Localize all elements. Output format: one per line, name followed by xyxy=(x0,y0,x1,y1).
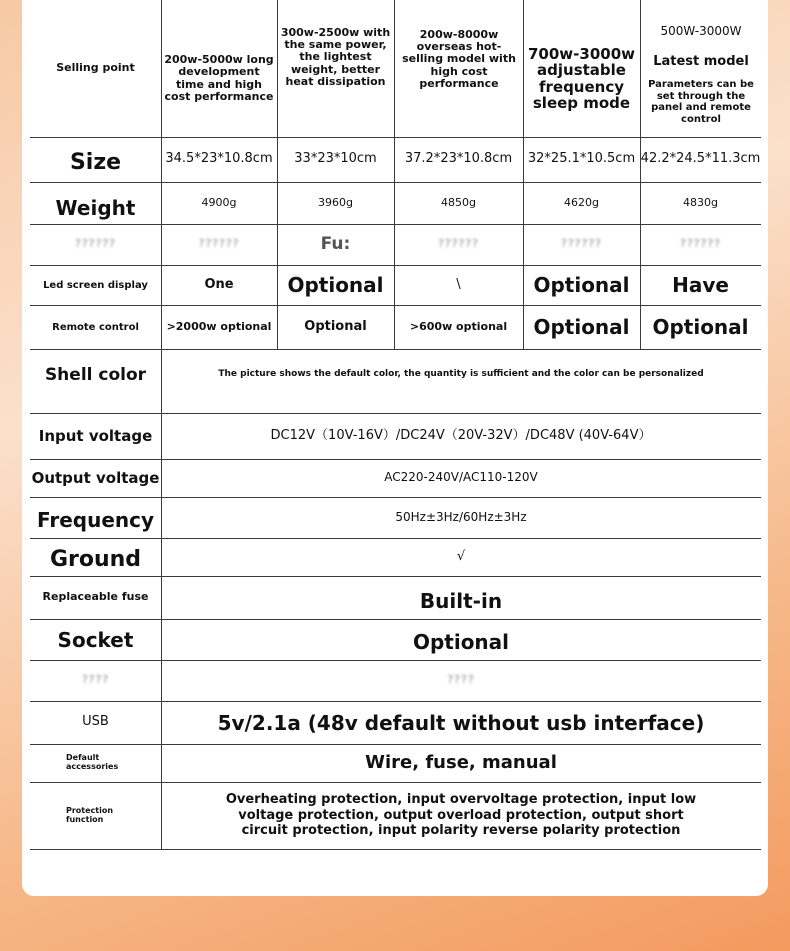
header-col-3: 200w-8000w overseas hot-selling model with high cost performance xyxy=(402,28,516,90)
header-label: Selling point xyxy=(56,61,135,75)
remote-value: >600w optional xyxy=(409,319,508,333)
frequency-value: 50Hz±3Hz/60Hz±3Hz xyxy=(395,509,527,524)
remote-label: Remote control xyxy=(52,321,139,333)
size-value: 42.2*24.5*11.3cm xyxy=(640,151,761,167)
header-col-5 xyxy=(642,0,760,137)
fuse-value: Built-in xyxy=(419,588,503,613)
accessories-label: Default accessories xyxy=(66,753,119,771)
size-value: 37.2*23*10.8cm xyxy=(404,151,513,167)
fuse-label: Replaceable fuse xyxy=(42,590,149,604)
led-value: Have xyxy=(672,273,729,297)
blurred-value: Fu: xyxy=(320,234,351,255)
usb-value: 5v/2.1a (48v default without usb interface) xyxy=(217,710,705,735)
blurred-label: ?????? xyxy=(74,237,117,251)
header-col-4: 700w-3000w adjustable frequency sleep mode xyxy=(528,44,635,112)
header-col-2: 300w-2500w with the same power, the lightest weight, better heat dissipation xyxy=(280,26,391,88)
header-col-5-note: Parameters can be set through the panel and remote control xyxy=(648,79,754,125)
led-value: Optional xyxy=(533,273,630,297)
header-col-1: 200w-5000w long development time and high cost performance xyxy=(164,53,274,103)
row-divider xyxy=(30,849,761,850)
weight-label: Weight xyxy=(55,196,136,220)
ground-label: Ground xyxy=(49,546,142,572)
size-value: 32*25.1*10.5cm xyxy=(527,151,636,167)
accessories-value: Wire, fuse, manual xyxy=(365,752,557,774)
led-value: One xyxy=(204,276,234,292)
blurred2-label: ???? xyxy=(81,673,110,687)
remote-value: >2000w optional xyxy=(166,319,272,333)
input-value: DC12V（10V-16V）/DC24V（20V-32V）/DC48V (40V-64V） xyxy=(270,427,652,443)
header-col-5-title: Latest model xyxy=(653,54,749,69)
ground-value: √ xyxy=(456,548,466,564)
socket-label: Socket xyxy=(57,627,134,652)
header-col-5-range: 500W-3000W xyxy=(660,24,742,38)
size-value: 34.5*23*10.8cm xyxy=(165,151,273,167)
blurred2-value: ???? xyxy=(447,673,475,687)
remote-value: Optional xyxy=(652,315,749,339)
weight-value: 4900g xyxy=(201,195,237,209)
blurred-value: ?????? xyxy=(437,237,480,251)
frequency-label: Frequency xyxy=(36,507,155,532)
weight-value: 4620g xyxy=(564,195,599,209)
size-label: Size xyxy=(69,150,122,176)
output-label: Output voltage xyxy=(31,468,160,487)
remote-value: Optional xyxy=(304,318,367,334)
usb-label: USB xyxy=(82,714,109,730)
led-value: \ xyxy=(456,276,461,292)
shell-label: Shell color xyxy=(44,364,147,385)
input-label: Input voltage xyxy=(38,426,153,445)
blurred-value: ?????? xyxy=(560,237,603,251)
protection-label: Protection function xyxy=(66,805,114,824)
blurred-value: ?????? xyxy=(198,237,240,251)
weight-value: 4850g xyxy=(441,195,476,209)
socket-value: Optional xyxy=(412,629,510,654)
output-value: AC220-240V/AC110-120V xyxy=(384,470,538,485)
weight-value: 4830g xyxy=(683,195,718,209)
remote-value: Optional xyxy=(533,315,630,339)
protection-value: Overheating protection, input overvoltage protection, input low voltage protection, output overload protection, output short circuit protection, input polarity reverse polarity protection xyxy=(225,792,697,839)
led-label: Led screen display xyxy=(43,279,148,291)
shell-value: The picture shows the default color, the quantity is sufficient and the color can be personalized xyxy=(218,369,704,380)
weight-value: 3960g xyxy=(318,195,353,209)
led-value: Optional xyxy=(287,273,384,297)
size-value: 33*23*10cm xyxy=(294,151,377,167)
blurred-value: ?????? xyxy=(679,237,722,251)
